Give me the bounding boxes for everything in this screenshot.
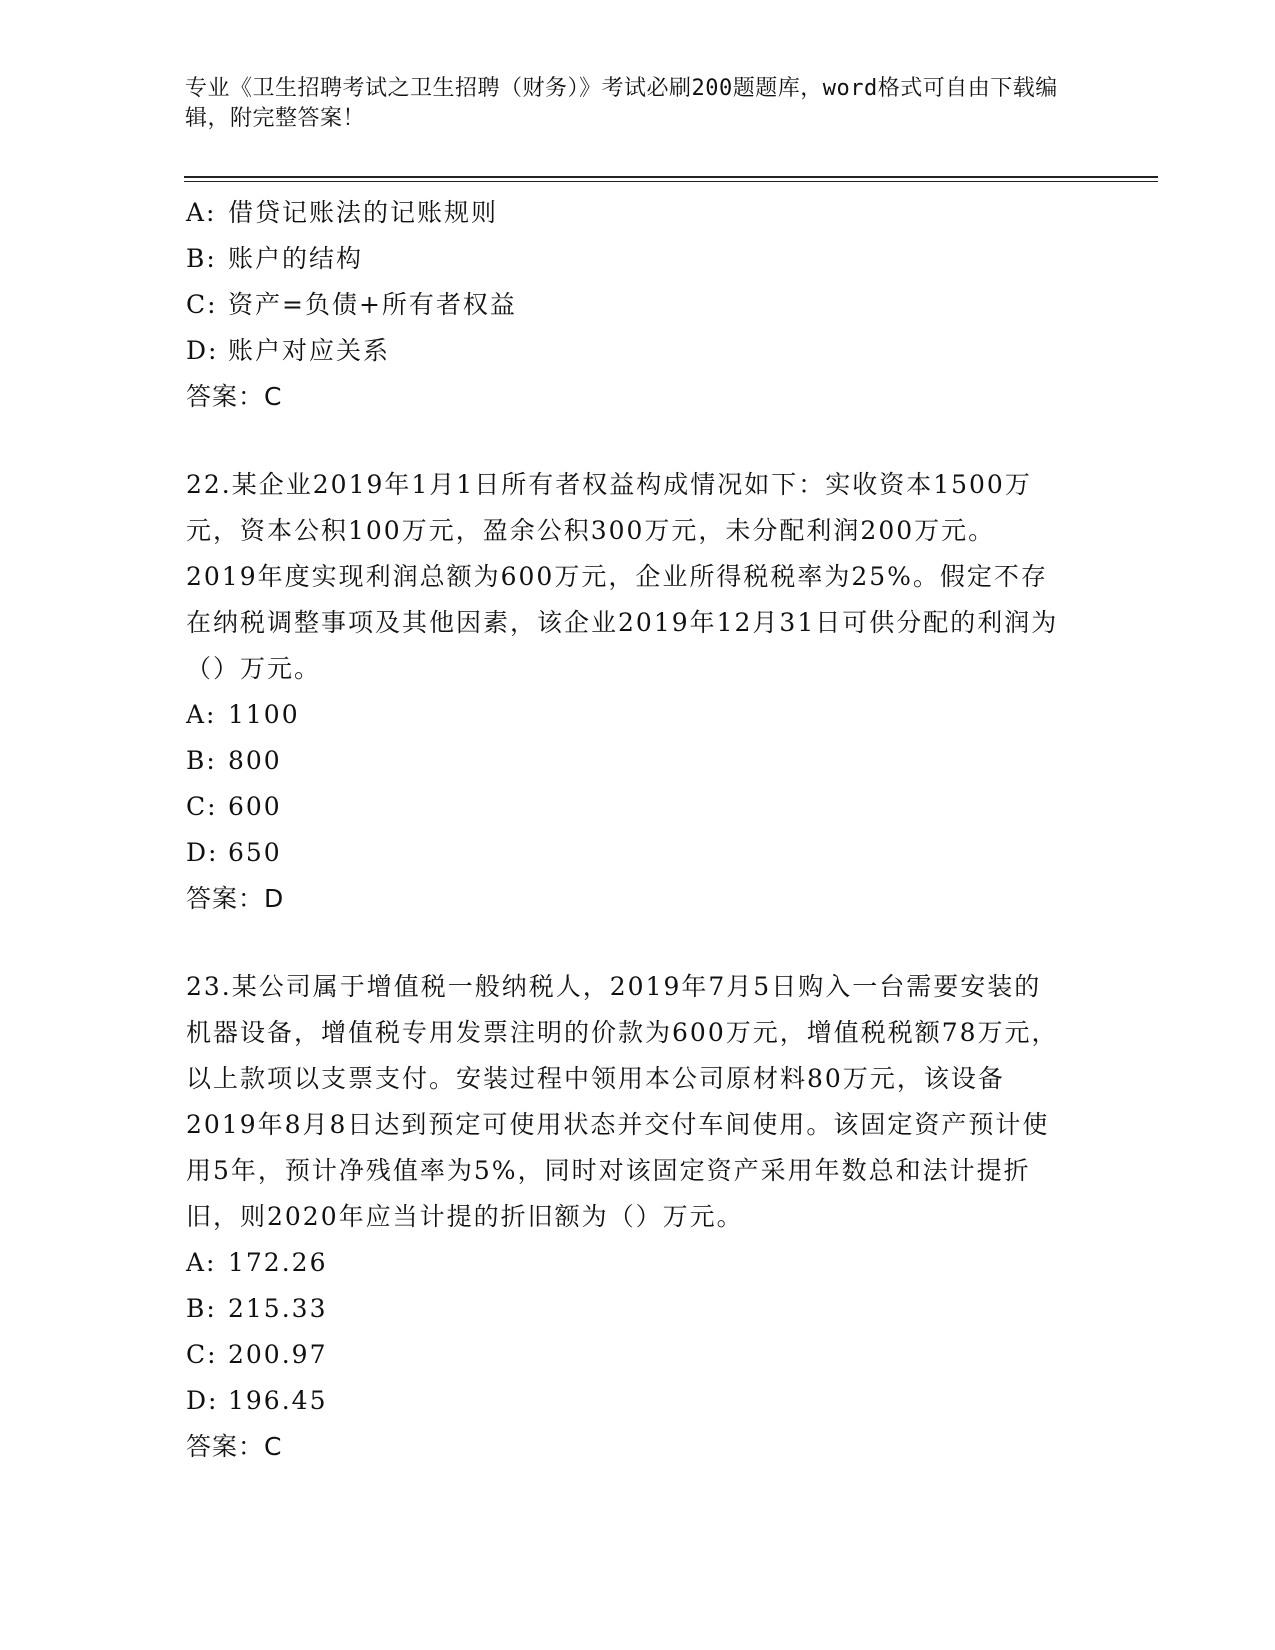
option-a	[186, 190, 1086, 236]
answer-line: 答案：C	[186, 1432, 283, 1461]
option-label: B:	[186, 746, 217, 775]
option-d	[186, 830, 1086, 876]
option-text: 账户对应关系	[228, 336, 391, 365]
option-a	[186, 1240, 1086, 1286]
option-text: 借贷记账法的记账规则	[228, 198, 499, 227]
option-text: 资产=负债+所有者权益	[228, 290, 517, 319]
block-spacer	[186, 420, 1086, 462]
answer-line: 答案：D	[186, 884, 285, 913]
question-text: 22.某企业2019年1月1日所有者权益构成情况如下：实收资本1500万元，资本公积100万元，盈余公积300万元，未分配利润200万元。2019年度实现利润总额为600万元，企业所得税税率为25%。假定不存在纳税调整事项及其他因素，该企业2019年12月31日可供分配的利润为（）万元。	[186, 470, 1059, 683]
option-a	[186, 692, 1086, 738]
option-label: C:	[186, 290, 218, 319]
option-text: 650	[228, 838, 282, 867]
option-label: A:	[186, 1248, 217, 1277]
option-label: C:	[186, 1340, 218, 1369]
question-block	[186, 462, 1086, 922]
option-label: B:	[186, 1294, 217, 1323]
option-c	[186, 1332, 1086, 1378]
option-b	[186, 738, 1086, 784]
option-b	[186, 236, 1086, 282]
option-label: D:	[186, 1386, 219, 1415]
document-header: 专业《卫生招聘考试之卫生招聘（财务）》考试必刷200题题库，word格式可自由下载编辑，附完整答案！	[185, 76, 1058, 131]
header-divider-thin	[184, 181, 1158, 182]
question-block	[186, 964, 1086, 1470]
option-label: C:	[186, 792, 218, 821]
question-list	[186, 190, 1086, 1470]
option-label: B:	[186, 244, 217, 273]
option-text: 账户的结构	[228, 244, 364, 273]
option-text: 215.33	[228, 1294, 328, 1323]
option-d	[186, 328, 1086, 374]
option-c	[186, 784, 1086, 830]
option-text: 200.97	[228, 1340, 328, 1369]
option-text: 600	[228, 792, 282, 821]
option-c	[186, 282, 1086, 328]
option-label: D:	[186, 838, 219, 867]
option-text: 800	[228, 746, 282, 775]
option-text: 172.26	[228, 1248, 328, 1277]
option-b	[186, 1286, 1086, 1332]
option-label: D:	[186, 336, 219, 365]
question-block	[186, 190, 1086, 420]
option-label: A:	[186, 198, 217, 227]
option-text: 1100	[228, 700, 300, 729]
question-text: 23.某公司属于增值税一般纳税人，2019年7月5日购入一台需要安装的机器设备，增值税专用发票注明的价款为600万元，增值税税额78万元，以上款项以支票支付。安装过程中领用本公司原材料80万元，该设备2019年8月8日达到预定可使用状态并交付车间使用。该固定资产预计使用5年，预计净残值率为5%，同时对该固定资产采用年数总和法计提折旧，则2020年应当计提的折旧额为（）万元。	[186, 972, 1059, 1231]
option-text: 196.45	[228, 1386, 328, 1415]
option-label: A:	[186, 700, 217, 729]
option-d	[186, 1378, 1086, 1424]
header-divider-thick	[184, 176, 1158, 178]
block-spacer	[186, 922, 1086, 964]
answer-line: 答案：C	[186, 382, 283, 411]
